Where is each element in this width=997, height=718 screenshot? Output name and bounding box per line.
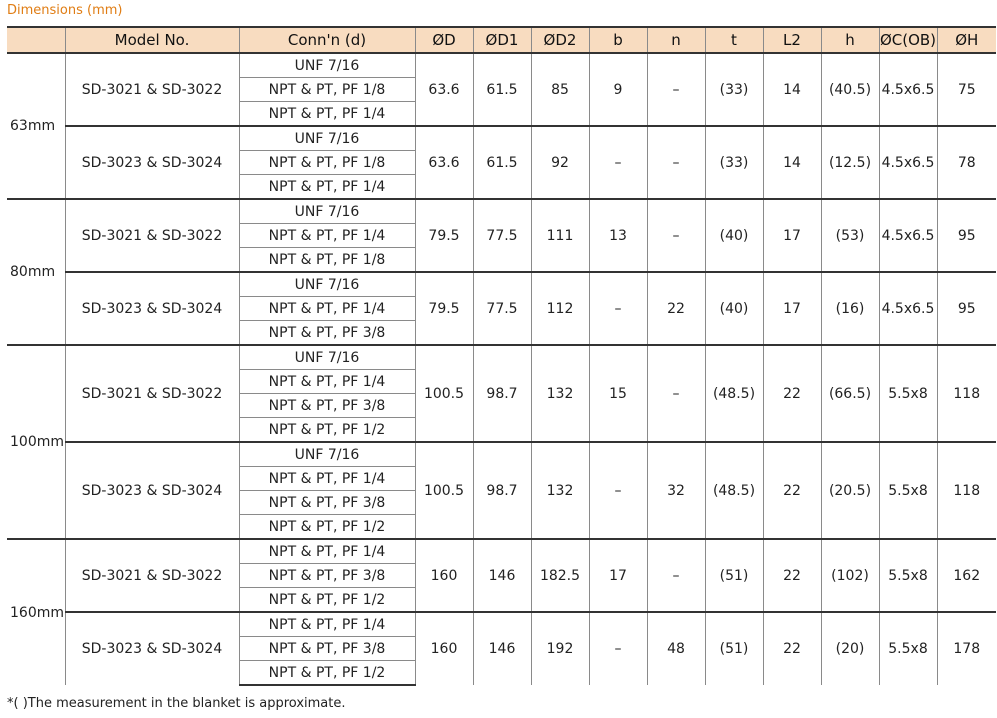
column-header: n bbox=[647, 27, 705, 53]
connection-cell: NPT & PT, PF 1/2 bbox=[239, 418, 415, 443]
column-header: ØD bbox=[415, 27, 473, 53]
table-title: Dimensions (mm) bbox=[7, 3, 123, 18]
n-cell: – bbox=[647, 539, 705, 612]
table-row bbox=[7, 539, 996, 564]
od-cell: 63.6 bbox=[415, 126, 473, 199]
oh-cell: 178 bbox=[937, 612, 996, 685]
model-cell: SD-3021 & SD-3022 bbox=[65, 199, 239, 272]
table-body bbox=[7, 53, 996, 685]
column-header: b bbox=[589, 27, 647, 53]
column-header: L2 bbox=[763, 27, 821, 53]
l2-cell: 22 bbox=[763, 612, 821, 685]
t-cell: (48.5) bbox=[705, 442, 763, 539]
oc-ob-cell: 4.5x6.5 bbox=[879, 199, 937, 272]
od2-cell: 182.5 bbox=[531, 539, 589, 612]
b-cell: – bbox=[589, 272, 647, 345]
header-row bbox=[7, 27, 996, 53]
table-row bbox=[7, 272, 996, 297]
table-row bbox=[7, 612, 996, 637]
column-header: Model No. bbox=[65, 27, 239, 53]
connection-cell: NPT & PT, PF 3/8 bbox=[239, 564, 415, 588]
connection-cell: NPT & PT, PF 1/4 bbox=[239, 224, 415, 248]
b-cell: – bbox=[589, 126, 647, 199]
connection-cell: NPT & PT, PF 1/4 bbox=[239, 102, 415, 127]
gauge-size-cell: 160mm bbox=[7, 539, 65, 685]
model-cell: SD-3023 & SD-3024 bbox=[65, 126, 239, 199]
gauge-size-cell: 63mm bbox=[7, 53, 65, 199]
h-cell: (40.5) bbox=[821, 53, 879, 126]
connection-cell: UNF 7/16 bbox=[239, 442, 415, 467]
od1-cell: 77.5 bbox=[473, 272, 531, 345]
n-cell: – bbox=[647, 53, 705, 126]
od2-cell: 132 bbox=[531, 345, 589, 442]
t-cell: (33) bbox=[705, 126, 763, 199]
column-header: ØD2 bbox=[531, 27, 589, 53]
t-cell: (51) bbox=[705, 612, 763, 685]
l2-cell: 22 bbox=[763, 442, 821, 539]
od-cell: 160 bbox=[415, 612, 473, 685]
gauge-size-cell: 80mm bbox=[7, 199, 65, 345]
od1-cell: 61.5 bbox=[473, 126, 531, 199]
table-row bbox=[7, 126, 996, 151]
od-cell: 79.5 bbox=[415, 199, 473, 272]
column-header: Conn'n (d) bbox=[239, 27, 415, 53]
b-cell: – bbox=[589, 442, 647, 539]
oc-ob-cell: 5.5x8 bbox=[879, 612, 937, 685]
n-cell: 48 bbox=[647, 612, 705, 685]
l2-cell: 17 bbox=[763, 199, 821, 272]
column-header: h bbox=[821, 27, 879, 53]
od2-cell: 85 bbox=[531, 53, 589, 126]
connection-cell: NPT & PT, PF 3/8 bbox=[239, 394, 415, 418]
n-cell: – bbox=[647, 345, 705, 442]
oc-ob-cell: 4.5x6.5 bbox=[879, 126, 937, 199]
h-cell: (16) bbox=[821, 272, 879, 345]
connection-cell: NPT & PT, PF 1/4 bbox=[239, 467, 415, 491]
od1-cell: 77.5 bbox=[473, 199, 531, 272]
t-cell: (48.5) bbox=[705, 345, 763, 442]
model-cell: SD-3021 & SD-3022 bbox=[65, 53, 239, 126]
column-header: ØD1 bbox=[473, 27, 531, 53]
connection-cell: NPT & PT, PF 1/8 bbox=[239, 248, 415, 273]
connection-cell: UNF 7/16 bbox=[239, 199, 415, 224]
connection-cell: UNF 7/16 bbox=[239, 53, 415, 78]
oh-cell: 78 bbox=[937, 126, 996, 199]
column-header: ØH bbox=[937, 27, 996, 53]
connection-cell: NPT & PT, PF 1/8 bbox=[239, 151, 415, 175]
table-row bbox=[7, 53, 996, 78]
connection-cell: NPT & PT, PF 1/4 bbox=[239, 175, 415, 200]
connection-cell: NPT & PT, PF 1/4 bbox=[239, 297, 415, 321]
n-cell: – bbox=[647, 199, 705, 272]
od2-cell: 192 bbox=[531, 612, 589, 685]
gauge-size-cell: 100mm bbox=[7, 345, 65, 539]
l2-cell: 22 bbox=[763, 345, 821, 442]
od1-cell: 146 bbox=[473, 539, 531, 612]
l2-cell: 17 bbox=[763, 272, 821, 345]
od-cell: 63.6 bbox=[415, 53, 473, 126]
model-cell: SD-3023 & SD-3024 bbox=[65, 442, 239, 539]
b-cell: 9 bbox=[589, 53, 647, 126]
h-cell: (102) bbox=[821, 539, 879, 612]
oh-cell: 95 bbox=[937, 272, 996, 345]
oh-cell: 95 bbox=[937, 199, 996, 272]
connection-cell: NPT & PT, PF 3/8 bbox=[239, 637, 415, 661]
od-cell: 79.5 bbox=[415, 272, 473, 345]
t-cell: (33) bbox=[705, 53, 763, 126]
connection-cell: UNF 7/16 bbox=[239, 345, 415, 370]
b-cell: 13 bbox=[589, 199, 647, 272]
oh-cell: 118 bbox=[937, 442, 996, 539]
od1-cell: 61.5 bbox=[473, 53, 531, 126]
b-cell: 17 bbox=[589, 539, 647, 612]
column-header: t bbox=[705, 27, 763, 53]
table-row bbox=[7, 345, 996, 370]
oc-ob-cell: 5.5x8 bbox=[879, 442, 937, 539]
od-cell: 160 bbox=[415, 539, 473, 612]
h-cell: (20) bbox=[821, 612, 879, 685]
od2-cell: 132 bbox=[531, 442, 589, 539]
l2-cell: 22 bbox=[763, 539, 821, 612]
oc-ob-cell: 4.5x6.5 bbox=[879, 272, 937, 345]
n-cell: 32 bbox=[647, 442, 705, 539]
oh-cell: 162 bbox=[937, 539, 996, 612]
connection-cell: NPT & PT, PF 1/4 bbox=[239, 370, 415, 394]
connection-cell: UNF 7/16 bbox=[239, 126, 415, 151]
connection-cell: NPT & PT, PF 1/8 bbox=[239, 78, 415, 102]
connection-cell: NPT & PT, PF 1/4 bbox=[239, 612, 415, 637]
table-row bbox=[7, 442, 996, 467]
h-cell: (12.5) bbox=[821, 126, 879, 199]
od2-cell: 92 bbox=[531, 126, 589, 199]
model-cell: SD-3021 & SD-3022 bbox=[65, 539, 239, 612]
oc-ob-cell: 5.5x8 bbox=[879, 345, 937, 442]
model-cell: SD-3023 & SD-3024 bbox=[65, 612, 239, 685]
model-cell: SD-3021 & SD-3022 bbox=[65, 345, 239, 442]
connection-cell: NPT & PT, PF 1/4 bbox=[239, 539, 415, 564]
dimensions-table bbox=[7, 26, 996, 686]
b-cell: 15 bbox=[589, 345, 647, 442]
column-header bbox=[7, 27, 65, 53]
b-cell: – bbox=[589, 612, 647, 685]
footnote: *( )The measurement in the blanket is approximate. bbox=[7, 696, 346, 711]
connection-cell: NPT & PT, PF 3/8 bbox=[239, 491, 415, 515]
od-cell: 100.5 bbox=[415, 345, 473, 442]
connection-cell: UNF 7/16 bbox=[239, 272, 415, 297]
od1-cell: 146 bbox=[473, 612, 531, 685]
oc-ob-cell: 4.5x6.5 bbox=[879, 53, 937, 126]
oh-cell: 75 bbox=[937, 53, 996, 126]
l2-cell: 14 bbox=[763, 53, 821, 126]
connection-cell: NPT & PT, PF 1/2 bbox=[239, 515, 415, 540]
od2-cell: 112 bbox=[531, 272, 589, 345]
l2-cell: 14 bbox=[763, 126, 821, 199]
connection-cell: NPT & PT, PF 3/8 bbox=[239, 321, 415, 346]
h-cell: (20.5) bbox=[821, 442, 879, 539]
t-cell: (51) bbox=[705, 539, 763, 612]
connection-cell: NPT & PT, PF 1/2 bbox=[239, 661, 415, 686]
h-cell: (53) bbox=[821, 199, 879, 272]
od1-cell: 98.7 bbox=[473, 345, 531, 442]
od-cell: 100.5 bbox=[415, 442, 473, 539]
oh-cell: 118 bbox=[937, 345, 996, 442]
h-cell: (66.5) bbox=[821, 345, 879, 442]
connection-cell: NPT & PT, PF 1/2 bbox=[239, 588, 415, 613]
model-cell: SD-3023 & SD-3024 bbox=[65, 272, 239, 345]
n-cell: – bbox=[647, 126, 705, 199]
n-cell: 22 bbox=[647, 272, 705, 345]
table-row bbox=[7, 199, 996, 224]
t-cell: (40) bbox=[705, 272, 763, 345]
od1-cell: 98.7 bbox=[473, 442, 531, 539]
od2-cell: 111 bbox=[531, 199, 589, 272]
t-cell: (40) bbox=[705, 199, 763, 272]
column-header: ØC(OB) bbox=[879, 27, 937, 53]
oc-ob-cell: 5.5x8 bbox=[879, 539, 937, 612]
